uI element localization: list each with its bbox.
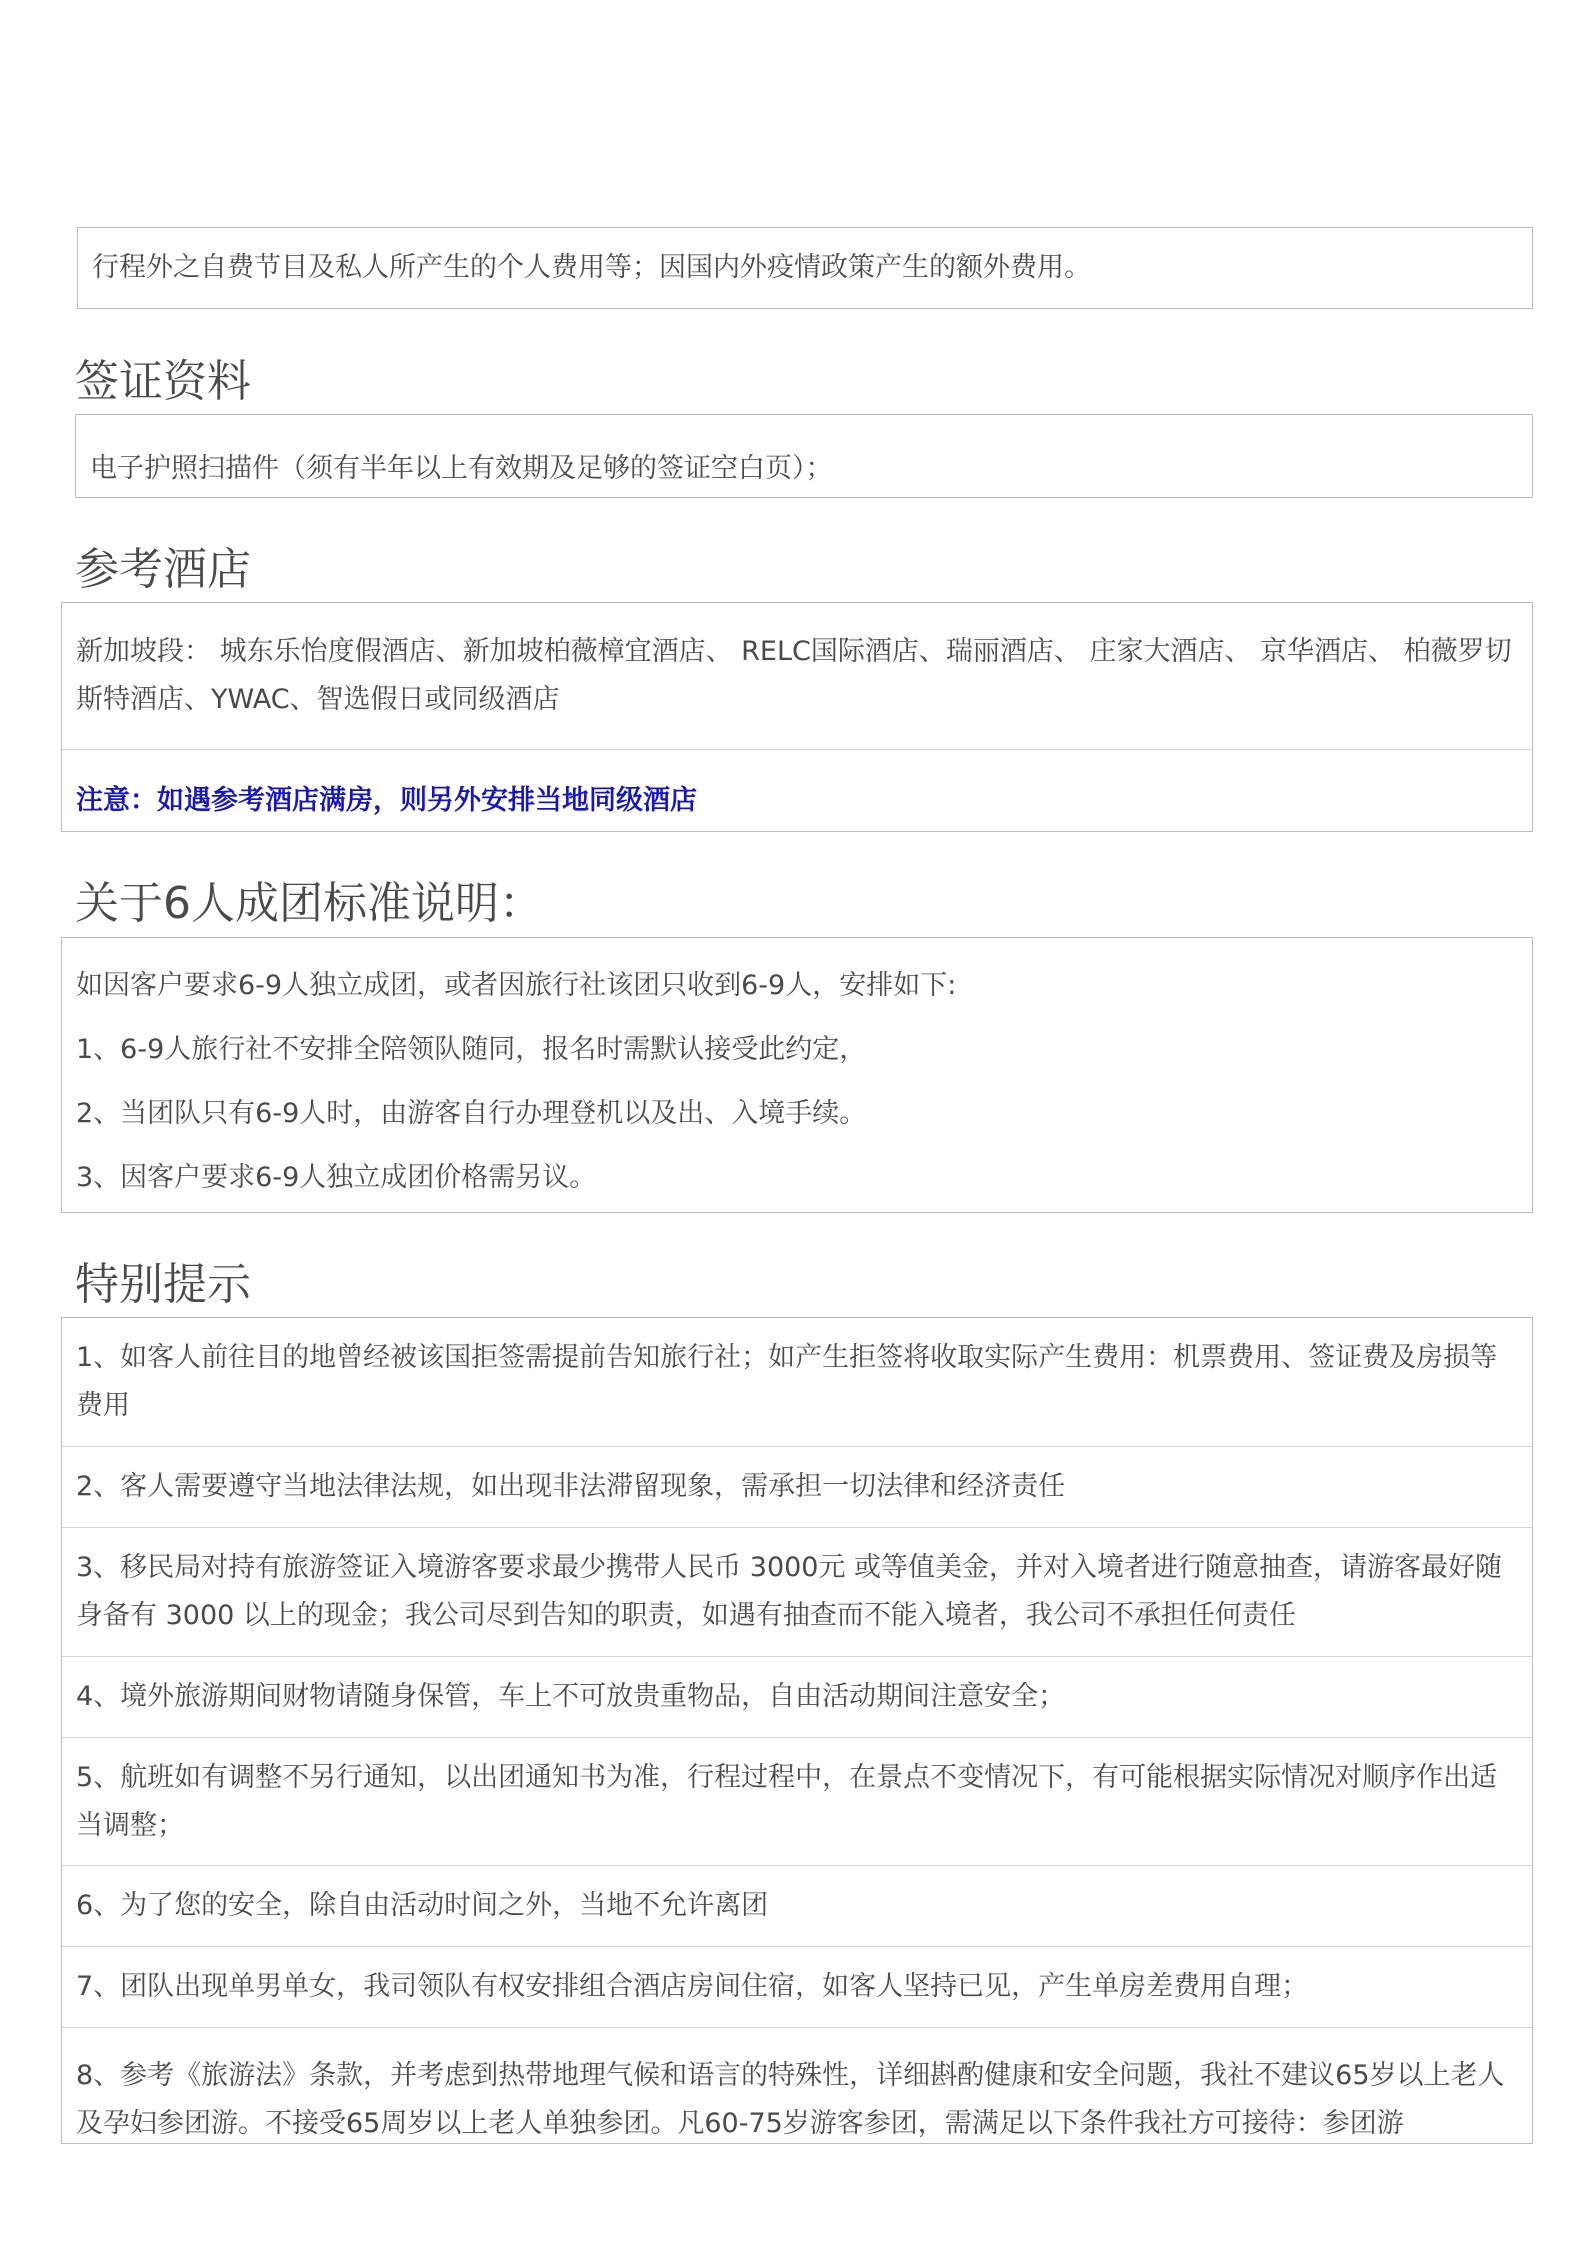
exclusions-text: 行程外之自费节目及私人所产生的个人费用等；因国内外疫情政策产生的额外费用。	[92, 252, 1091, 283]
tip-item: 5、航班如有调整不另行通知，以出团通知书为准，行程过程中，在景点不变情况下，有可能根据实际情况对顺序作出适当调整；	[62, 1737, 1532, 1865]
visa-text: 电子护照扫描件（须有半年以上有效期及足够的签证空白页）；	[90, 453, 833, 484]
tip-item: 1、如客人前往目的地曾经被该国拒签需提前告知旅行社；如产生拒签将收取实际产生费用：机票费用、签证费及房损等费用	[76, 1342, 1498, 1421]
visa-heading: 签证资料	[75, 356, 251, 407]
tip-item: 4、境外旅游期间财物请随身保管，车上不可放贵重物品，自由活动期间注意安全；	[62, 1656, 1532, 1737]
group-standard-line: 如因客户要求6-9人独立成团，或者因旅行社该团只收到6-9人，安排如下:	[76, 970, 957, 1001]
tips-box	[61, 1317, 1533, 2144]
exclusions-box	[77, 227, 1533, 309]
hotels-heading: 参考酒店	[75, 544, 251, 595]
group-standard-heading: 关于6人成团标准说明：	[75, 878, 543, 929]
group-standard-line: 1、6-9人旅行社不安排全陪领队随同，报名时需默认接受此约定，	[76, 1034, 867, 1065]
group-standard-box	[61, 937, 1533, 1213]
hotels-box	[61, 602, 1533, 832]
group-standard-line: 2、当团队只有6-9人时，由游客自行办理登机以及出、入境手续。	[76, 1098, 867, 1129]
group-standard-line: 3、因客户要求6-9人独立成团价格需另议。	[76, 1162, 597, 1193]
hotels-notice: 注意：如遇参考酒店满房，则另外安排当地同级酒店	[76, 785, 697, 816]
tip-item: 3、移民局对持有旅游签证入境游客要求最少携带人民币 3000元 或等值美金，并对入境者进行随意抽查，请游客最好随身备有 3000 以上的现金；我公司尽到告知的职责，如遇有抽查而不能入境者，我公司不承担任何责任	[62, 1527, 1532, 1656]
tips-heading: 特别提示	[75, 1259, 251, 1310]
tip-item: 6、为了您的安全，除自由活动时间之外，当地不允许离团	[62, 1865, 1532, 1946]
tip-item: 8、参考《旅游法》条款，并考虑到热带地理气候和语言的特殊性，详细斟酌健康和安全问题，我社不建议65岁以上老人及孕妇参团游。不接受65周岁以上老人单独参团。凡60-75岁游客参团，需满足以下条件我社方可接待：参团游	[62, 2027, 1532, 2144]
visa-box	[75, 414, 1533, 498]
hotels-text: 新加坡段： 城东乐怡度假酒店、新加坡柏薇樟宜酒店、 RELC国际酒店、瑞丽酒店、 庄家大酒店、 京华酒店、 柏薇罗切斯特酒店、YWAC、智选假日或同级酒店	[76, 636, 1512, 715]
tip-item: 7、团队出现单男单女，我司领队有权安排组合酒店房间住宿，如客人坚持已见，产生单房差费用自理；	[62, 1946, 1532, 2027]
tip-item: 2、客人需要遵守当地法律法规，如出现非法滞留现象，需承担一切法律和经济责任	[62, 1446, 1532, 1527]
